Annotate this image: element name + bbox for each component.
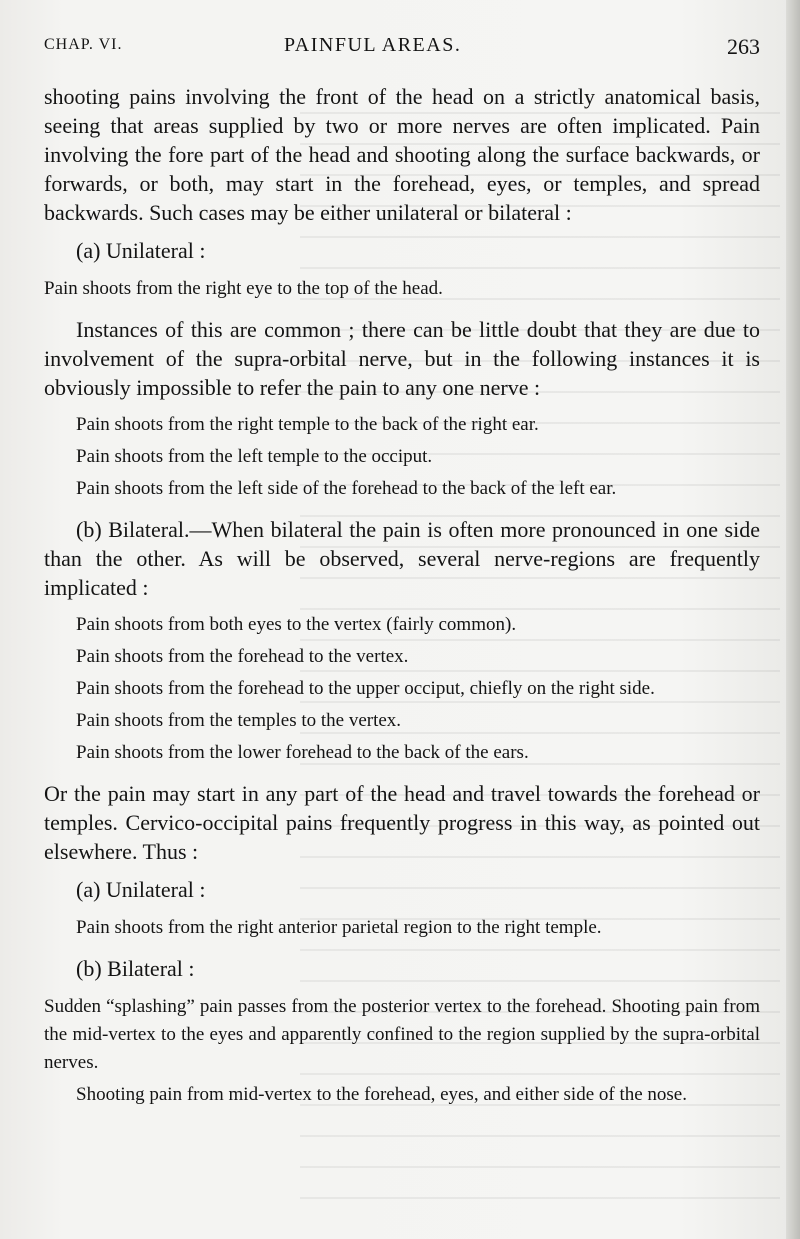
bilateral-paragraph: (b) Bilateral.—When bilateral the pain is often more pronounced in one side than the other. As will be observed, several nerve-regions are frequently implicated : (44, 517, 760, 600)
example-line: Pain shoots from the forehead to the vertex. (76, 646, 409, 667)
running-header (44, 34, 760, 62)
example-line: Pain shoots from both eyes to the vertex (fairly common). (76, 614, 517, 635)
example-line: Sudden “splashing” pain passes from the posterior vertex to the forehead. Shooting pain from the mid-vertex to the eyes and apparently confined to the region supplied by the supra-orbital nerves. (44, 996, 760, 1073)
page-number: 263 (727, 34, 760, 59)
intro-paragraph: shooting pains involving the front of the head on a strictly anatomical basis, seeing that areas supplied by two or more nerves are often implicated. Pain involving the fore part of the head and shooting along the surface backwards, or forwards, or both, may start in the forehead, eyes, or temples, and spread backwards. Such cases may be either unilateral or bilateral : (44, 84, 760, 225)
travel-paragraph: Or the pain may start in any part of the head and travel towards the forehead or temples. Cervico-occipital pains frequently progress in this way, as pointed out elsewhere. Thus : (44, 781, 760, 864)
chapter-label: CHAP. VI. (44, 36, 123, 53)
subheading-unilateral-2: (a) Unilateral : (76, 877, 206, 902)
example-line: Pain shoots from the right eye to the top of the head. (44, 278, 443, 299)
example-line: Pain shoots from the left temple to the occiput. (76, 446, 433, 467)
example-line: Shooting pain from mid-vertex to the forehead, eyes, and either side of the nose. (76, 1084, 687, 1105)
subheading-unilateral-1: (a) Unilateral : (76, 238, 206, 263)
example-line: Pain shoots from the temples to the vertex. (76, 710, 402, 731)
instances-paragraph: Instances of this are common ; there can be little doubt that they are due to involvement of the supra-orbital nerve, but in the following instances it is obviously impossible to refer the pain to any one nerve : (44, 317, 760, 400)
page-body (44, 82, 760, 1113)
page-edge-shadow (786, 0, 800, 1239)
example-line: Pain shoots from the lower forehead to the back of the ears. (76, 742, 529, 763)
example-line: Pain shoots from the right anterior parietal region to the right temple. (76, 917, 602, 938)
subheading-bilateral-2: (b) Bilateral : (76, 956, 195, 981)
running-title: PAINFUL AREAS. (284, 34, 462, 56)
example-line: Pain shoots from the right temple to the back of the right ear. (76, 414, 539, 435)
example-line: Pain shoots from the left side of the forehead to the back of the left ear. (76, 478, 617, 499)
example-line: Pain shoots from the forehead to the upper occiput, chiefly on the right side. (76, 678, 655, 699)
